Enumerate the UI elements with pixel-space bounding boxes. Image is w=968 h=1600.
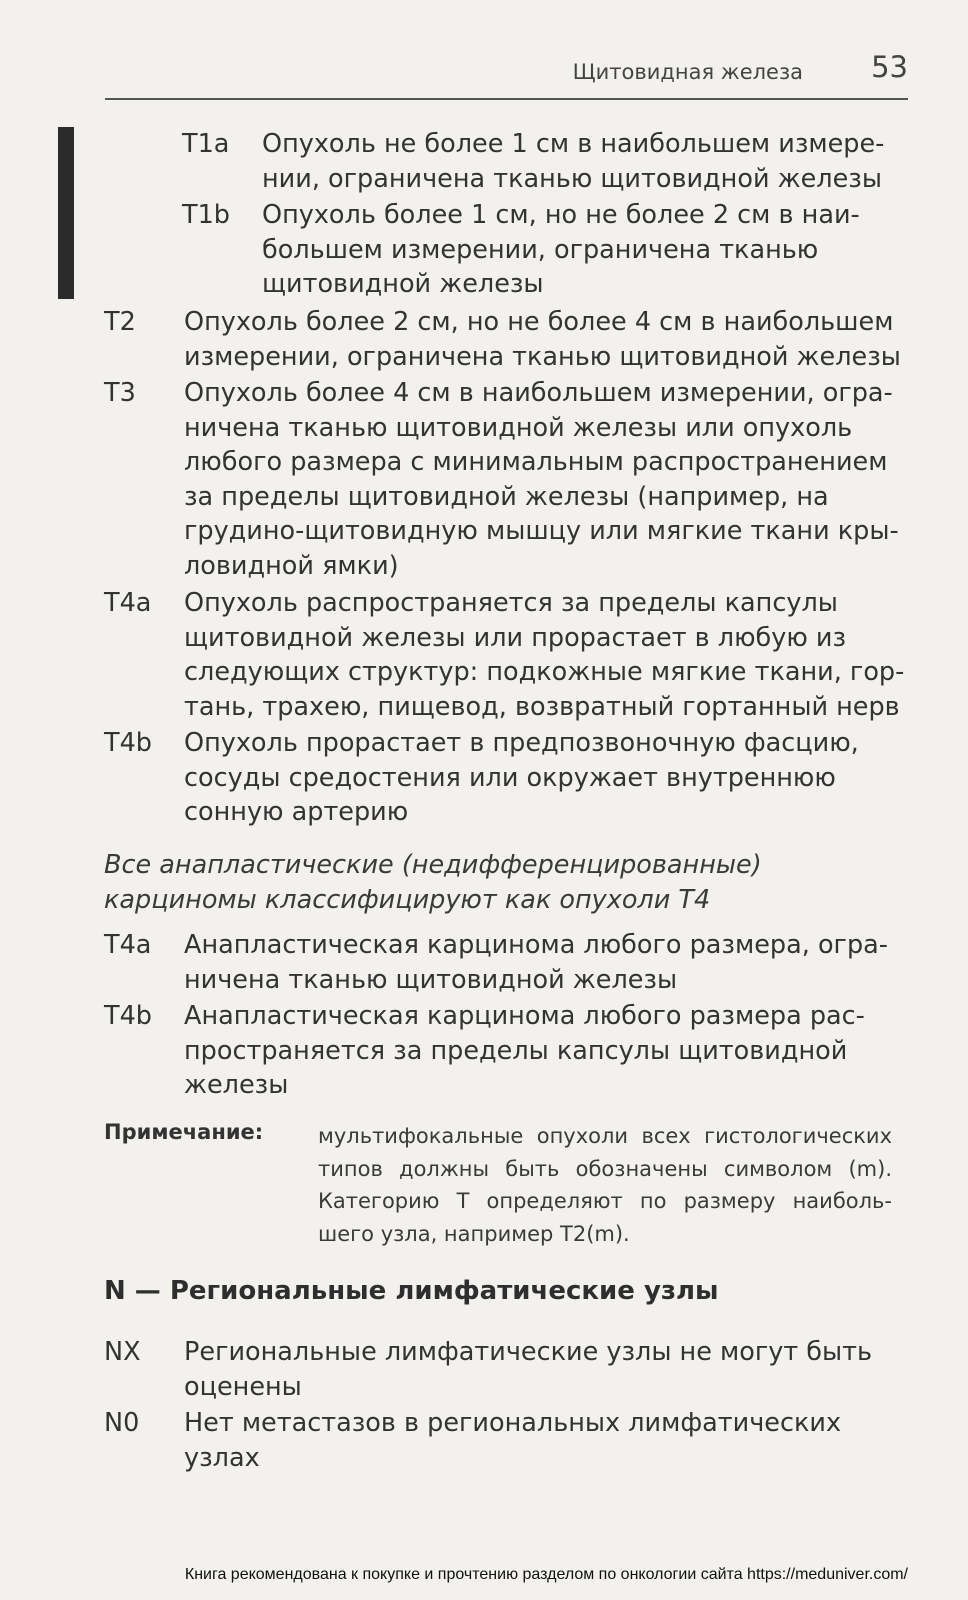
- entry-line: Нет метастазов в региональных лимфатических: [184, 1408, 842, 1438]
- entry-text: [184, 1335, 904, 1404]
- section-heading-n: N — Региональные лимфатические узлы: [104, 1276, 719, 1306]
- entry-code: T1a: [182, 129, 230, 159]
- entry-line: Региональные лимфатические узлы не могут быть: [184, 1337, 873, 1367]
- entry-line: за пределы щитовидной железы (например, на: [184, 481, 829, 512]
- entry-line: Опухоль не более 1 см в наибольшем измере-: [262, 129, 885, 159]
- entry-code: T1b: [182, 200, 230, 230]
- entry-code: T4a: [104, 930, 152, 960]
- entry-code: T4b: [104, 728, 152, 758]
- entry-line: любого размера с минимальным распространением: [184, 447, 888, 477]
- entry-line: ловидной ямки): [184, 550, 399, 581]
- note-label: Примечание:: [104, 1120, 264, 1144]
- entry-line: тань, трахею, пищевод, возвратный гортанный нерв: [184, 691, 900, 722]
- entry-line: Опухоль прорастает в предпозвоночную фасцию,: [184, 728, 859, 758]
- entry-line: грудино-щитовидную мышцу или мягкие ткани кры-: [184, 516, 899, 546]
- entry-text: [184, 999, 904, 1103]
- entry-line: Опухоль более 1 см, но не более 2 см в наи-: [262, 200, 860, 230]
- entry-code: T4b: [104, 1001, 152, 1031]
- running-head: [105, 50, 908, 100]
- note-line: шего узла, например T2(m).: [318, 1221, 630, 1246]
- footer-note: Книга рекомендована к покупке и прочтению разделом по онкологии сайта https://meduniver.com/: [184, 1566, 908, 1583]
- entry-code: T3: [104, 378, 136, 408]
- entry-line: ничена тканью щитовидной железы: [184, 964, 678, 995]
- subhead-line: Все анапластические (недифференцированные): [104, 850, 762, 880]
- entry-code: NX: [104, 1337, 141, 1367]
- entry-line: Опухоль распространяется за пределы капсулы: [184, 588, 838, 618]
- entry-line: Опухоль более 2 см, но не более 4 см в наибольшем: [184, 307, 894, 337]
- entry-line: следующих структур: подкожные мягкие ткани, гор-: [184, 657, 905, 687]
- entry-line: железы: [184, 1070, 289, 1100]
- entry-line: пространяется за пределы капсулы щитовидной: [184, 1035, 848, 1066]
- note-line: мультифокальные опухоли всех гистологических: [318, 1124, 892, 1148]
- entry-text: [184, 726, 904, 830]
- entry-line: большем измерении, ограничена тканью: [262, 234, 819, 265]
- entry-line: Опухоль более 4 см в наибольшем измерении, огра-: [184, 378, 893, 408]
- margin-marker-bar: [58, 127, 74, 299]
- entry-text: [184, 586, 904, 724]
- entry-text: [184, 376, 904, 583]
- entry-line: Анапластическая карцинома любого размера, огра-: [184, 930, 888, 960]
- entry-code: N0: [104, 1408, 140, 1438]
- entry-line: ничена тканью щитовидной железы или опухоль: [184, 412, 853, 443]
- entry-line: измерении, ограничена тканью щитовидной железы: [184, 341, 901, 372]
- entry-code: T4a: [104, 588, 152, 618]
- entry-text: [184, 1406, 904, 1475]
- entry-line: Анапластическая карцинома любого размера рас-: [184, 1001, 865, 1031]
- note-text: [318, 1120, 892, 1250]
- entry-code: T2: [104, 307, 136, 337]
- entry-line: сонную артерию: [184, 797, 409, 827]
- entry-line: сосуды средостения или окружает внутреннюю: [184, 762, 836, 793]
- entry-line: оценены: [184, 1371, 302, 1402]
- running-title: Щитовидная железа: [572, 60, 803, 84]
- entry-line: узлах: [184, 1442, 260, 1473]
- subhead-line: карциномы классифицируют как опухоли T4: [104, 884, 711, 915]
- entry-line: щитовидной железы или прорастает в любую из: [184, 622, 847, 653]
- page-number: 53: [871, 50, 908, 84]
- entry-text: [262, 198, 902, 302]
- entry-line: нии, ограничена тканью щитовидной железы: [262, 163, 882, 194]
- entry-text: [184, 928, 904, 997]
- entry-line: щитовидной железы: [262, 269, 544, 299]
- anaplastic-subhead: [104, 848, 762, 917]
- note-line: типов должны быть обозначены символом (m).: [318, 1156, 892, 1181]
- note-line: Категорию T определяют по размеру наиболь-: [318, 1189, 892, 1213]
- entry-text: [184, 305, 904, 374]
- entry-text: [262, 127, 902, 196]
